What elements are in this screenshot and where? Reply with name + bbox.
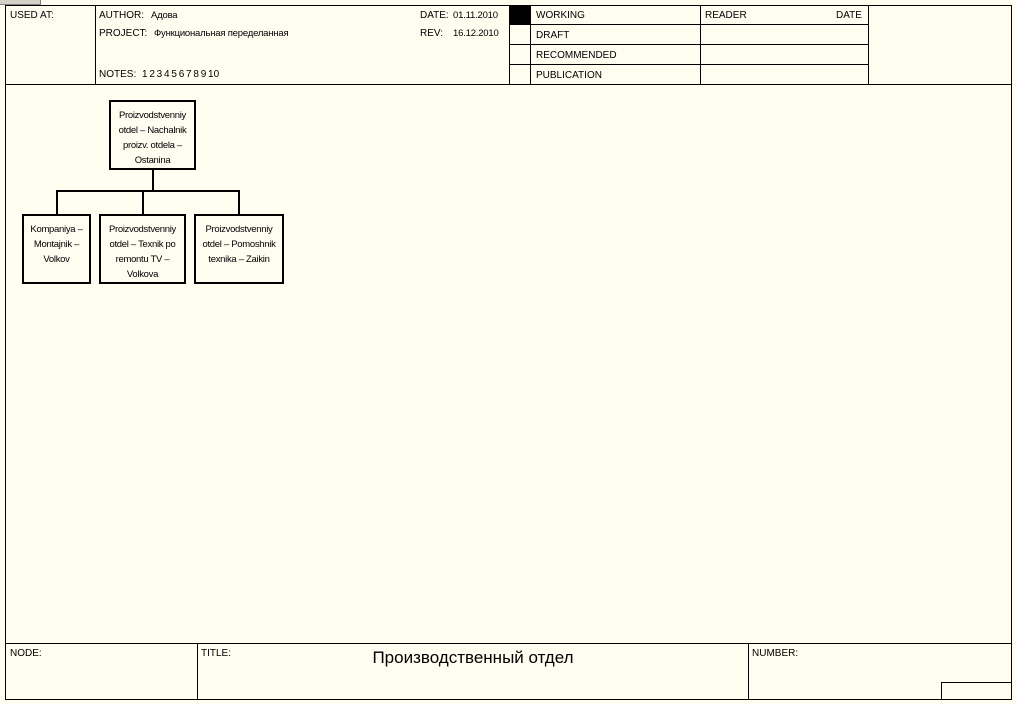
author-label: AUTHOR:: [99, 10, 144, 21]
notes-label: NOTES:: [99, 69, 137, 80]
connector-root-down: [152, 169, 154, 191]
used-at-label: USED AT:: [10, 10, 54, 21]
node-child-2[interactable]: Proizvodstvenniy otdel – Texnik po remontu TV – Volkova: [99, 214, 186, 284]
status-working: WORKING: [536, 10, 585, 21]
title-label: TITLE:: [201, 648, 232, 659]
footer-divider-2: [748, 643, 749, 700]
footer-box-top: [941, 682, 1012, 683]
node-root[interactable]: Proizvodstvenniy otdel – Nachalnik proizv. otdela – Ostanina: [109, 100, 196, 170]
connector-child-3: [238, 190, 240, 215]
reader-label: READER: [705, 10, 747, 21]
rev-value: 16.12.2010: [453, 28, 499, 39]
connector-child-1: [56, 190, 58, 215]
footer-top-line: [5, 643, 1012, 644]
diagram-title: Производственный отдел: [372, 648, 574, 667]
status-draft: DRAFT: [536, 30, 570, 41]
footer-box-left: [941, 682, 942, 700]
author-value: Адова: [151, 10, 178, 21]
reader-date-label: DATE: [836, 10, 862, 21]
node-label: NODE:: [10, 648, 42, 659]
node-child-3[interactable]: Proizvodstvenniy otdel – Pomoshnik texnika – Zaikin: [194, 214, 284, 284]
number-label: NUMBER:: [752, 648, 799, 659]
rev-label: REV:: [420, 28, 443, 39]
project-value: Функциональная переделанная: [154, 28, 289, 39]
connector-horizontal: [56, 190, 240, 192]
date-label: DATE:: [420, 10, 449, 21]
status-row-line-3: [509, 64, 869, 65]
status-row-line-2: [509, 44, 869, 45]
notes-values: 1 2 3 4 5 6 7 8 9 10: [142, 69, 220, 80]
node-child-1[interactable]: Kompaniya – Montajnik – Volkov: [22, 214, 91, 284]
working-status-marker: [510, 5, 530, 24]
date-value: 01.11.2010: [453, 10, 498, 21]
status-row-line-1: [509, 24, 869, 25]
status-recommended: RECOMMENDED: [536, 50, 617, 61]
header-divider-1: [95, 5, 96, 84]
status-publication: PUBLICATION: [536, 70, 602, 81]
project-label: PROJECT:: [99, 28, 148, 39]
header-bottom-line: [5, 84, 1012, 85]
connector-child-2: [142, 190, 144, 215]
